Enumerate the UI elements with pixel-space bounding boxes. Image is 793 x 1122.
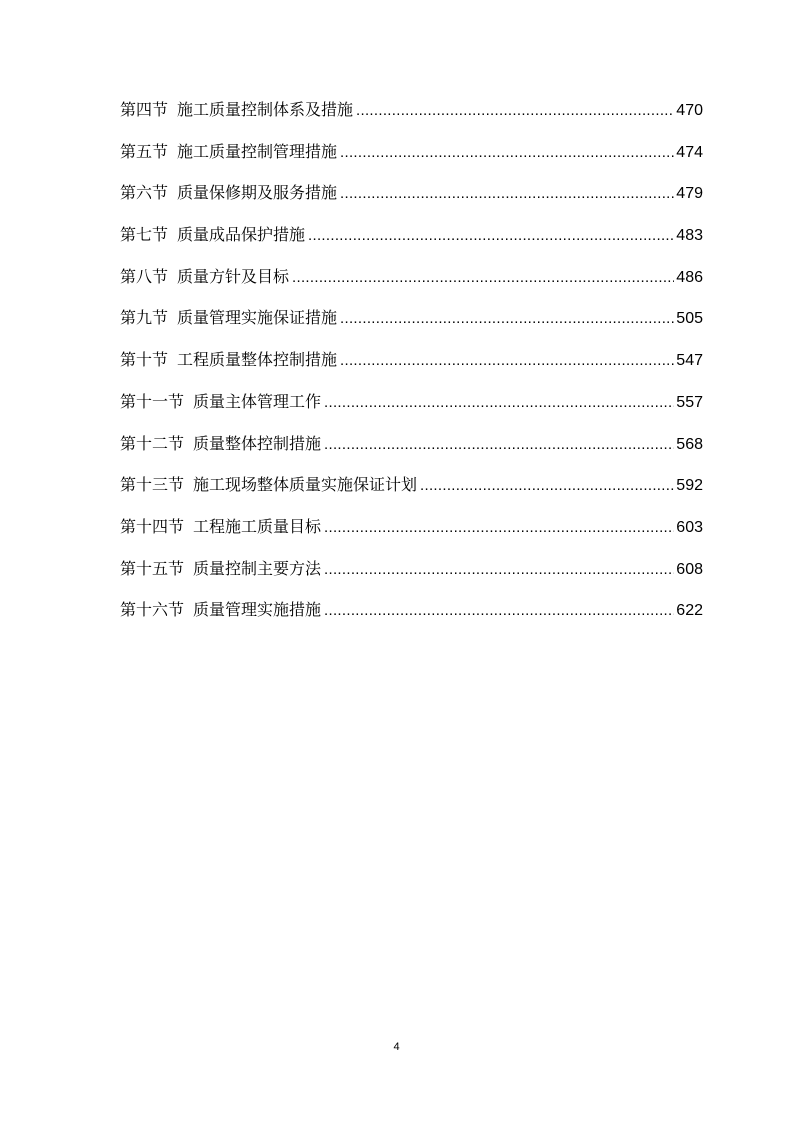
- toc-page-number: 622: [676, 602, 703, 620]
- toc-entry[interactable]: [120, 265, 703, 307]
- toc-title: 质量成品保护措施: [177, 225, 306, 245]
- toc-entry[interactable]: [120, 223, 703, 265]
- toc-title: 质量管理实施措施: [193, 600, 322, 620]
- toc-title: 质量控制主要方法: [193, 558, 322, 578]
- dot-leader: [340, 349, 674, 373]
- toc-section-number: 第九节: [120, 308, 169, 328]
- toc-title: 施工质量控制管理措施: [177, 141, 338, 161]
- toc-title: 质量管理实施保证措施: [177, 308, 338, 328]
- toc-section-number: 第十三节: [120, 475, 185, 495]
- toc-entry[interactable]: [120, 306, 703, 348]
- toc-entry[interactable]: [120, 348, 703, 390]
- toc-entry[interactable]: [120, 432, 703, 474]
- toc-section-number: 第十节: [120, 350, 169, 370]
- toc-entry[interactable]: [120, 98, 703, 140]
- dot-leader: [324, 558, 674, 582]
- toc-section-number: 第六节: [120, 183, 169, 203]
- toc-page-number: 505: [676, 310, 703, 328]
- toc-section-number: 第四节: [120, 100, 169, 119]
- toc-section-number: 第八节: [120, 266, 169, 286]
- toc-page-number: 603: [676, 518, 703, 536]
- toc-page-number: 592: [676, 477, 703, 495]
- toc-title: 质量方针及目标: [177, 266, 290, 286]
- toc-title: 工程施工质量目标: [193, 516, 322, 536]
- toc-page-number: 568: [676, 435, 703, 453]
- toc-title: 工程质量整体控制措施: [177, 350, 338, 370]
- toc-entry[interactable]: [120, 598, 703, 640]
- dot-leader: [324, 433, 674, 457]
- toc-page-number: 479: [676, 185, 703, 203]
- dot-leader: [324, 516, 674, 540]
- toc-page-number: 547: [676, 352, 703, 370]
- dot-leader: [340, 182, 674, 206]
- dot-leader: [356, 99, 674, 123]
- toc-section-number: 第十二节: [120, 433, 185, 453]
- toc-entry[interactable]: [120, 557, 703, 599]
- toc-title: 施工现场整体质量实施保证计划: [193, 475, 418, 495]
- toc-title: 施工质量控制体系及措施: [177, 100, 354, 119]
- dot-leader: [324, 599, 674, 623]
- toc-page-number: 557: [676, 393, 703, 411]
- toc-page-number: 483: [676, 227, 703, 245]
- dot-leader: [324, 391, 674, 415]
- toc-section-number: 第五节: [120, 141, 169, 161]
- dot-leader: [420, 474, 674, 498]
- toc-title: 质量主体管理工作: [193, 391, 322, 411]
- dot-leader: [340, 141, 674, 165]
- toc-entry[interactable]: [120, 473, 703, 515]
- toc-section-number: 第十六节: [120, 600, 185, 620]
- page-footer-number: 4: [393, 1041, 400, 1053]
- toc-title: 质量保修期及服务措施: [177, 183, 338, 203]
- toc-entry[interactable]: [120, 515, 703, 557]
- toc-title: 质量整体控制措施: [193, 433, 322, 453]
- toc-page-number: 486: [676, 268, 703, 286]
- toc-page-number: 470: [676, 102, 703, 119]
- toc-section-number: 第十五节: [120, 558, 185, 578]
- dot-leader: [340, 307, 674, 331]
- toc-entry[interactable]: [120, 390, 703, 432]
- toc-section-number: 第十四节: [120, 516, 185, 536]
- toc-entry[interactable]: [120, 181, 703, 223]
- toc-page-number: 474: [676, 143, 703, 161]
- table-of-contents: [120, 98, 703, 640]
- toc-section-number: 第七节: [120, 225, 169, 245]
- toc-entry[interactable]: [120, 140, 703, 182]
- dot-leader: [308, 224, 674, 248]
- toc-section-number: 第十一节: [120, 391, 185, 411]
- toc-page-number: 608: [676, 560, 703, 578]
- dot-leader: [292, 266, 674, 290]
